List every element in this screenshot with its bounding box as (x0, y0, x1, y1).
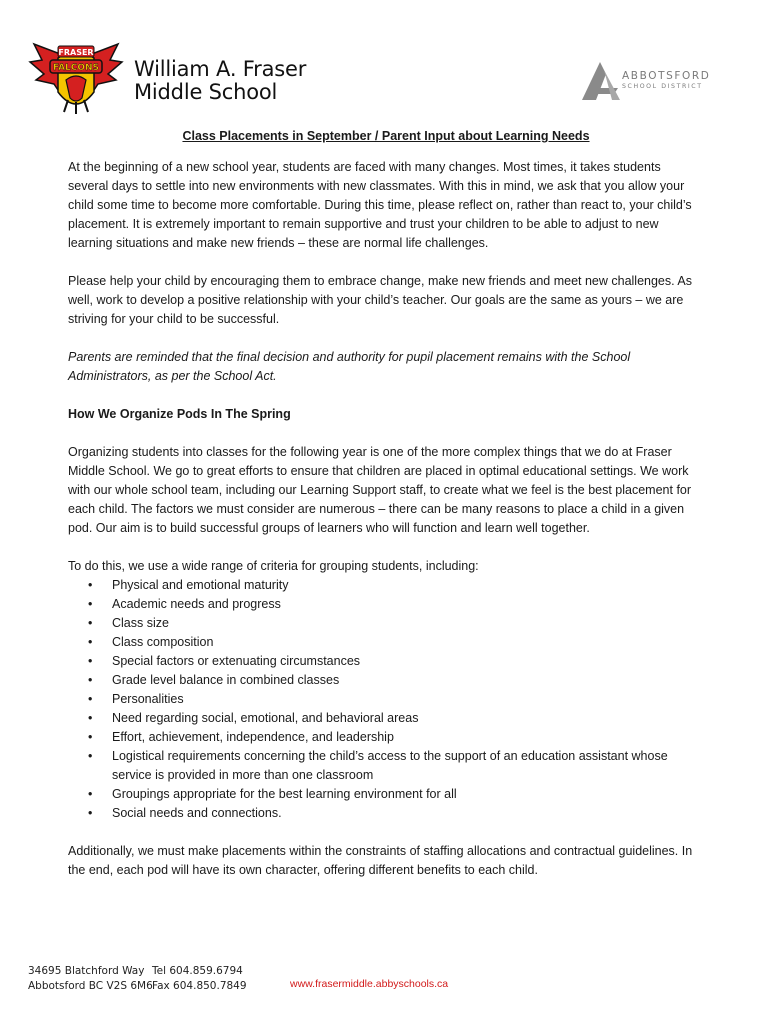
list-item: • Special factors or extenuating circumstances (112, 652, 704, 671)
criteria-list (68, 576, 704, 823)
list-item: • Effort, achievement, independence, and leadership (112, 728, 704, 747)
logo-banner-text: FALCONS (52, 63, 100, 73)
list-item: • Class composition (112, 633, 704, 652)
district-name (622, 70, 710, 91)
website-link[interactable]: www.frasermiddle.abbyschools.ca (290, 978, 449, 990)
school-name-line1: William A. Fraser (134, 57, 307, 81)
district-line2: SCHOOL DISTRICT (622, 83, 703, 90)
list-item: • Groupings appropriate for the best learning environment for all (112, 785, 704, 804)
logo-top-text: FRASER (58, 48, 94, 57)
document-title: Class Placements in September / Parent Input about Learning Needs (182, 129, 590, 143)
fax: Fax 604.850.7849 (152, 980, 247, 992)
list-item: • Logistical requirements concerning the child’s access to the support of an education assistant whose service is provided in more than one classroom (112, 747, 704, 785)
list-item: • Social needs and connections. (112, 804, 704, 823)
school-name (134, 58, 306, 104)
paragraph-constraints: Additionally, we must make placements within the constraints of staffing allocations and contractual guidelines. In the end, each pod will have its own character, offering different benefits to each child. (68, 844, 693, 877)
address-line1: 34695 Blatchford Way (28, 965, 145, 977)
address-line2: Abbotsford BC V2S 6M6 (28, 980, 153, 992)
list-item: • Personalities (112, 690, 704, 709)
paragraph-intro: At the beginning of a new school year, students are faced with many changes. Most times, it takes students several days to settle into new environments with new classmates. With this in mind, we ask that you allow your child some time to become more comfortable. During this time, please reflect on, rather than react to, your child’s placement. It is extremely important to remain supportive and trust your children to be able to adjust to new learning situations and make new friends – these are normal life challenges. (68, 160, 692, 250)
criteria-intro: To do this, we use a wide range of criteria for grouping students, including: (68, 559, 479, 573)
paragraph-organizing: Organizing students into classes for the following year is one of the more complex things that we do at Fraser Middle School. We go to great efforts to ensure that children are placed in optimal educational settings. We work with our whole school team, including our Learning Support staff, to create what we feel is the best placement for each child. The factors we must consider are numerous – there can be many reasons to place a child in a given pod. Our aim is to build successful groups of learners who will function and learn well together. (68, 445, 692, 535)
letter-body (68, 127, 704, 899)
school-name-line2: Middle School (134, 80, 278, 104)
district-line1: ABBOTSFORD (622, 70, 711, 82)
paragraph-support: Please help your child by encouraging them to embrace change, make new friends and meet new challenges. As well, work to develop a positive relationship with your child’s teacher. Our goals are the same as yours – we are striving for your child to be successful. (68, 274, 692, 326)
list-item: • Physical and emotional maturity (112, 576, 704, 595)
footer-contact (152, 964, 247, 994)
section-heading: How We Organize Pods In The Spring (68, 407, 291, 421)
fraser-falcons-logo (28, 40, 124, 118)
paragraph-authority-note: Parents are reminded that the final decision and authority for pupil placement remains with the School Administrators, as per the School Act. (68, 350, 631, 383)
list-item: • Academic needs and progress (112, 595, 704, 614)
list-item: • Need regarding social, emotional, and behavioral areas (112, 709, 704, 728)
footer-address (28, 964, 153, 994)
list-item: • Grade level balance in combined classes (112, 671, 704, 690)
list-item: • Class size (112, 614, 704, 633)
telephone: Tel 604.859.6794 (152, 965, 243, 977)
